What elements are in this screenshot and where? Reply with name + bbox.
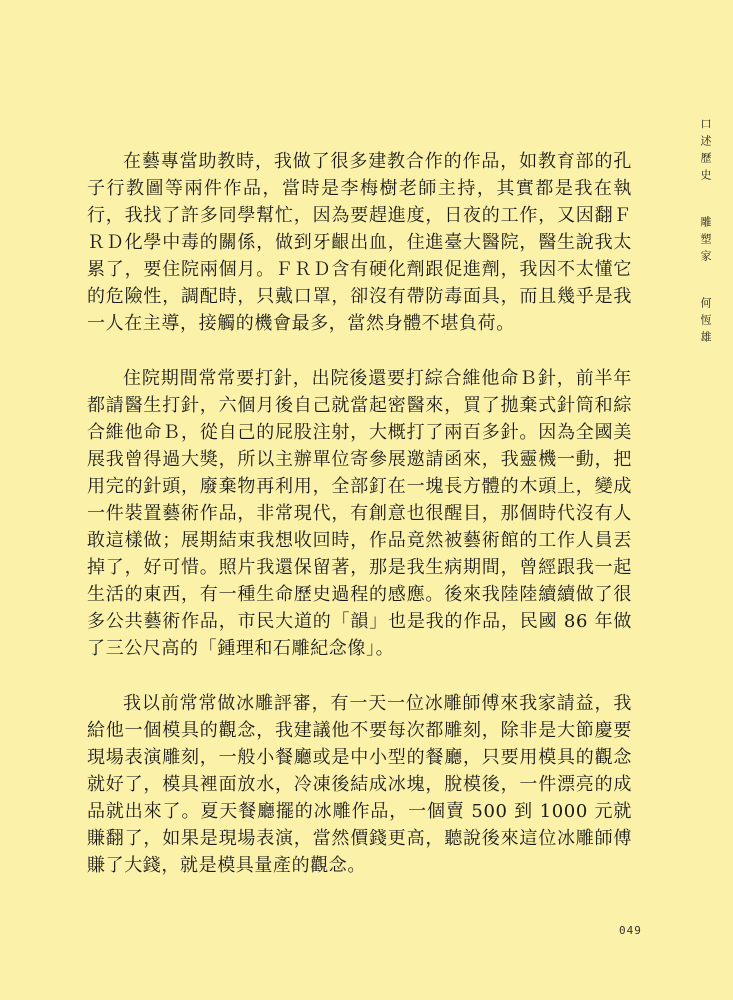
paragraph-1: 在藝專當助教時，我做了很多建教合作的作品，如教育部的孔子行教圖等兩件作品，當時是李梅樹老師主持，其實都是我在執行，我找了許多同學幫忙，因為要趕進度，日夜的工作，又因翻ＦＲＤ化學中毒的關係，做到牙齦出血，住進臺大醫院，醫生說我太累了，要住院兩個月。ＦＲＤ含有硬化劑跟促進劑，我因不太懂它的危險性，調配時，只戴口罩，卻沒有帶防毒面具，而且幾乎是我一人在主導，接觸的機會最多，當然身體不堪負荷。: [87, 151, 632, 334]
body-text: [87, 148, 632, 907]
running-header-person: 何恆雄: [699, 297, 712, 348]
running-header-series: 口述歷史: [699, 118, 712, 186]
paragraph-2: 住院期間常常要打針，出院後還要打綜合維他命Ｂ針，前半年都請醫生打針，六個月後自己就當起密醫來，買了拋棄式針筒和綜合維他命Ｂ，從自己的屁股注射，大概打了兩百多針。因為全國美展我曾得過大獎，所以主辦單位寄參展邀請函來，我靈機一動，把用完的針頭，廢棄物再利用，全部釘在一塊長方體的木頭上，變成一件裝置藝術作品，非常現代，有創意也很醒目，那個時代沒有人敢這樣做；展期結束我想收回時，作品竟然被藝術館的工作人員丟掉了，好可惜。照片我還保留著，那是我生病期間，曾經跟我一起生活的東西，有一種生命歷史過程的感應。後來我陸陸續續做了很多公共藝術作品，市民大道的「韻」也是我的作品，民國 86 年做了三公尺高的「鍾理和石雕紀念像」。: [87, 368, 632, 659]
page-number: 049: [619, 924, 642, 937]
paragraph-3: 我以前常常做冰雕評審，有一天一位冰雕師傅來我家請益，我給他一個模具的觀念，我建議他不要每次都雕刻，除非是大節慶要現場表演雕刻，一般小餐廳或是中小型的餐廳，只要用模具的觀念就好了，模具裡面放水，冷凍後結成冰塊，脫模後，一件漂亮的成品就出來了。夏天餐廳擺的冰雕作品，一個賣 500 到 1000 元就賺翻了，如果是現場表演，當然價錢更高，聽說後來這位冰雕師傅賺了大錢，就是模具量產的觀念。: [87, 693, 632, 876]
running-header: [694, 118, 716, 348]
running-header-category: 雕塑家: [699, 216, 712, 267]
